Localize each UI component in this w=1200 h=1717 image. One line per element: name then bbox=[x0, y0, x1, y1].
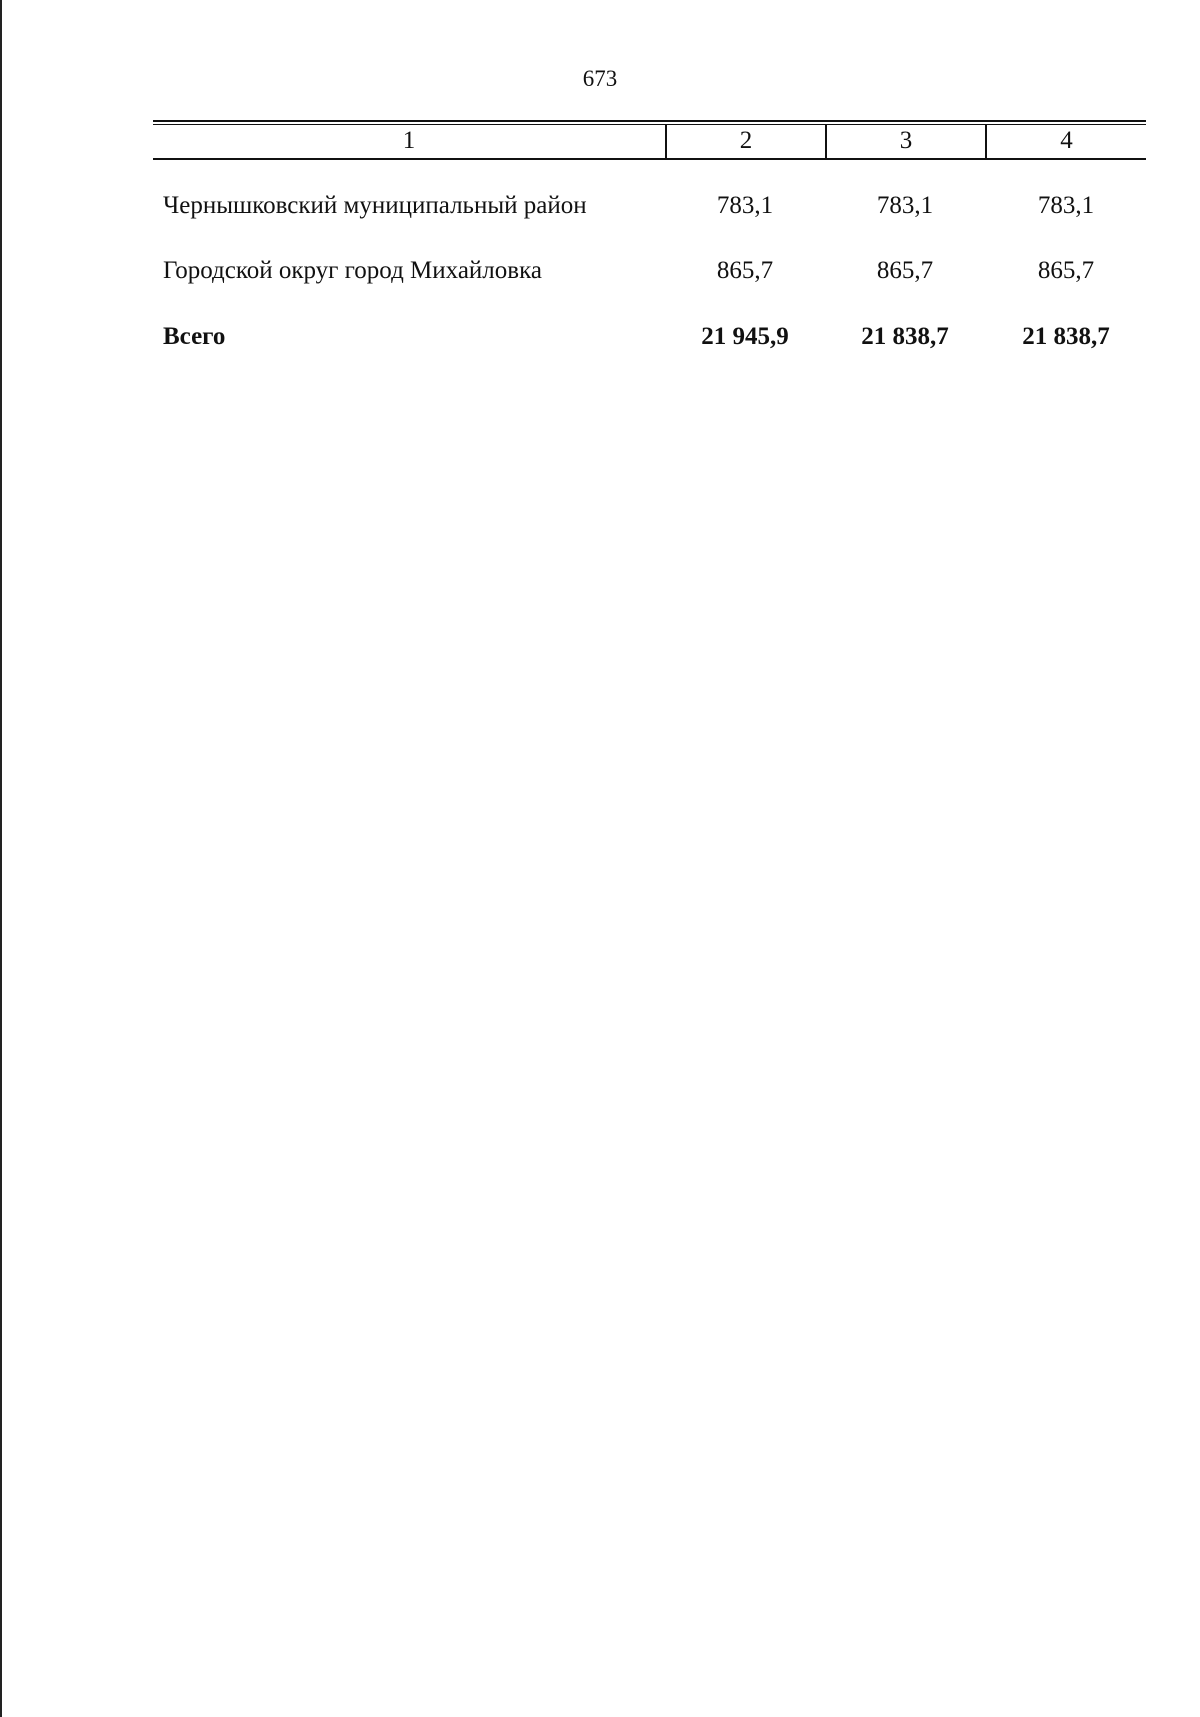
table-header-bottom-rule bbox=[153, 158, 1146, 160]
row-name: Городской округ город Михайловка bbox=[163, 257, 542, 284]
row-value-col2: 783,1 bbox=[716, 192, 774, 219]
row-value-col3: 783,1 bbox=[876, 192, 934, 219]
total-value-col4: 21 838,7 bbox=[1022, 323, 1110, 350]
table-total-row bbox=[0, 323, 1200, 363]
row-value-col2: 865,7 bbox=[716, 257, 774, 284]
table-row bbox=[0, 257, 1200, 297]
total-label: Всего bbox=[163, 323, 226, 350]
table-top-rule bbox=[153, 120, 1146, 122]
column-header-3: 3 bbox=[899, 127, 913, 154]
total-value-col2: 21 945,9 bbox=[701, 323, 789, 350]
row-value-col3: 865,7 bbox=[876, 257, 934, 284]
page-number: 673 bbox=[582, 66, 618, 91]
row-value-col4: 783,1 bbox=[1037, 192, 1095, 219]
total-value-col3: 21 838,7 bbox=[861, 323, 949, 350]
row-name: Чернышковский муниципальный район bbox=[163, 192, 587, 219]
column-header-2: 2 bbox=[739, 127, 753, 154]
row-value-col4: 865,7 bbox=[1037, 257, 1095, 284]
table-row bbox=[0, 192, 1200, 232]
column-header-1: 1 bbox=[402, 127, 416, 154]
column-header-4: 4 bbox=[1060, 127, 1073, 154]
